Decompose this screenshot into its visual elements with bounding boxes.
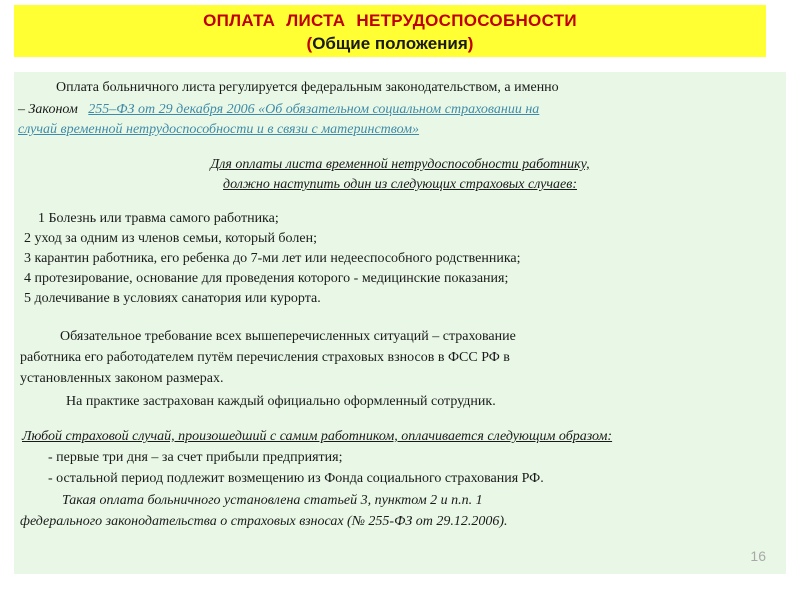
payment-note-line2: федерального законодательства о страховых взносах (№ 255-ФЗ от 29.12.2006). xyxy=(20,514,508,529)
payment-heading: Любой страховой случай, произошедший с самим работником, оплачивается следующим образом: xyxy=(22,429,613,444)
requirement-note: На практике застрахован каждый официально оформленный сотрудник. xyxy=(66,394,496,409)
payment-note-line1: Такая оплата больничного установлена статьей 3, пунктом 2 и п.п. 1 xyxy=(62,493,483,508)
intro-text: Оплата больничного листа регулируется федеральным законодательством, а именно xyxy=(56,80,559,95)
case-item: 3 карантин работника, его ребенка до 7-ми лет или недееспособного родственника; xyxy=(24,251,521,266)
law-prefix: Законом xyxy=(28,102,78,117)
law-link[interactable]: 255–ФЗ от 29 декабря 2006 «Об обязательном социальном страховании на xyxy=(88,102,540,117)
law-dash: – xyxy=(18,102,29,117)
slide-title: ОПЛАТА ЛИСТА НЕТРУДОСПОСОБНОСТИ xyxy=(203,11,577,30)
subtitle-open-paren: ( xyxy=(306,34,313,53)
case-item: 5 долечивание в условиях санатория или курорта. xyxy=(24,291,321,306)
payment-item: - остальной период подлежит возмещению из Фонда социального страхования РФ. xyxy=(48,471,544,486)
page-number: 16 xyxy=(750,548,766,564)
slide-title-banner xyxy=(14,5,766,57)
case-item: 4 протезирование, основание для проведения которого - медицинские показания; xyxy=(24,271,509,286)
cases-heading-line1: Для оплаты листа временной нетрудоспособности работнику, xyxy=(210,157,590,172)
requirement-line1: Обязательное требование всех вышеперечисленных ситуаций – страхование xyxy=(60,329,516,344)
slide-subtitle xyxy=(14,32,766,55)
content-panel xyxy=(14,72,786,574)
requirement-line2: работника его работодателем путём перечисления страховых взносов в ФСС РФ в xyxy=(20,350,510,365)
payment-item: - первые три дня – за счет прибыли предприятия; xyxy=(48,450,343,465)
law-link-line2[interactable]: случай временной нетрудоспособности и в связи с материнством» xyxy=(18,122,420,137)
subtitle-text: Общие положения xyxy=(312,34,468,53)
case-item: 1 Болезнь или травма самого работника; xyxy=(38,211,279,226)
case-item: 2 уход за одним из членов семьи, который болен; xyxy=(24,231,317,246)
cases-heading-line2: должно наступить один из следующих страховых случаев: xyxy=(223,177,577,192)
law-link-continued xyxy=(18,120,419,140)
subtitle-close-paren: ) xyxy=(467,34,474,53)
law-reference-line xyxy=(18,100,539,120)
requirement-line3: установленных законом размерах. xyxy=(20,371,224,386)
